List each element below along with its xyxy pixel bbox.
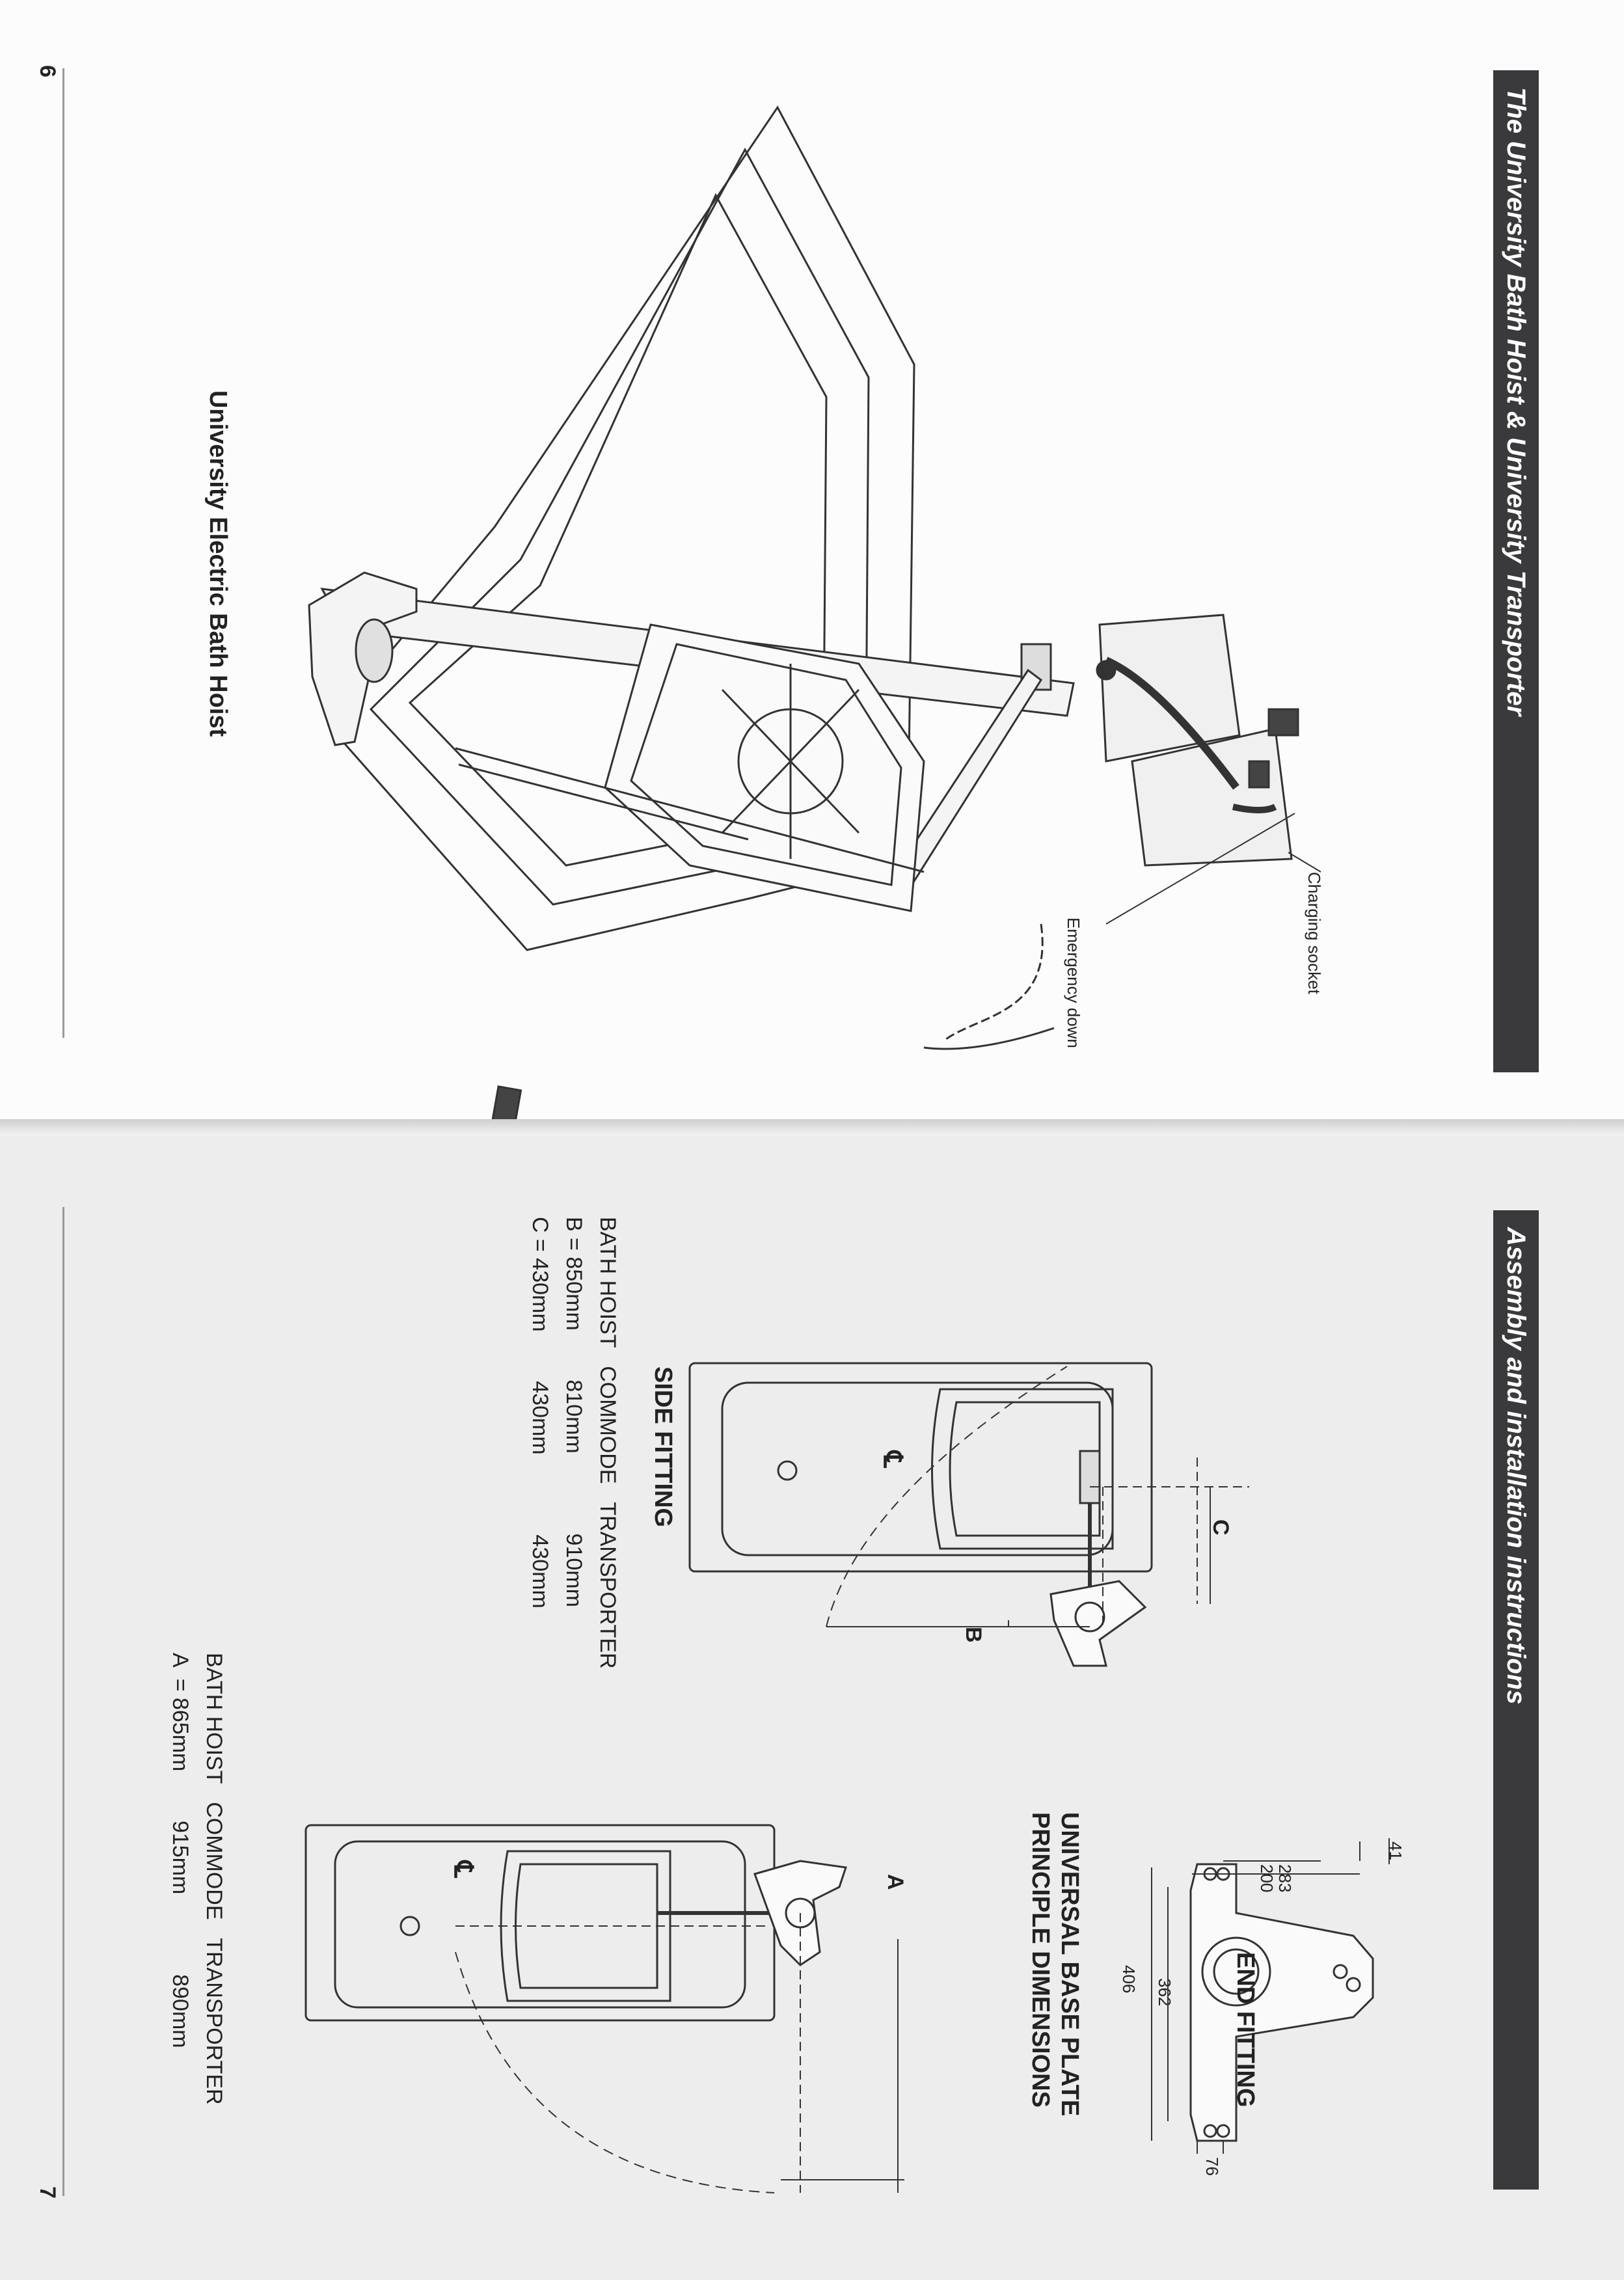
dim-41: 41	[1386, 1841, 1405, 1860]
figure-caption: University Electric Bath Hoist	[204, 390, 232, 737]
left-page-number: 6	[35, 65, 60, 77]
dim-362: 362	[1155, 1978, 1174, 2007]
side-fitting-title: SIDE FITTING	[649, 1366, 677, 1527]
side-fitting-centre-mark: ℄	[878, 1451, 907, 1468]
end-fitting-row-a: A = 865mm 915mm 890mm	[168, 1653, 193, 2048]
right-page-header: Assembly and installation instructions	[1493, 1210, 1539, 2190]
base-plate-subtitle: PRINCIPLE DIMENSIONS	[1027, 1812, 1054, 2108]
left-page-header: The University Bath Hoist & University Transporter	[1493, 70, 1539, 1072]
base-plate-title: UNIVERSAL BASE PLATE	[1056, 1812, 1083, 2117]
end-fitting-row-header: BATH HOIST COMMODE TRANSPORTER	[202, 1653, 226, 2105]
side-fitting-dim-c: C	[1208, 1519, 1233, 1536]
dim-406: 406	[1119, 1965, 1139, 1994]
dim-283: 283	[1275, 1864, 1295, 1893]
side-fitting-dim-b: B	[961, 1627, 986, 1643]
dim-200: 200	[1257, 1864, 1277, 1893]
charging-socket-callout: Charging socket	[1305, 872, 1324, 994]
side-fitting-row-c: C = 430mm 430mm 430mm	[528, 1217, 552, 1608]
emergency-down-callout: Emergency down	[1064, 917, 1083, 1048]
right-page-number: 7	[35, 2186, 60, 2199]
end-fitting-dim-a: A	[883, 1874, 908, 1890]
dim-76: 76	[1202, 2157, 1222, 2176]
side-fitting-row-header: BATH HOIST COMMODE TRANSPORTER	[595, 1217, 620, 1669]
side-fitting-row-b: B = 850mm 810mm 910mm	[562, 1217, 586, 1607]
end-fitting-title: END FITTING	[1232, 1952, 1259, 2108]
end-fitting-centre-mark: ℄	[449, 1861, 478, 1878]
